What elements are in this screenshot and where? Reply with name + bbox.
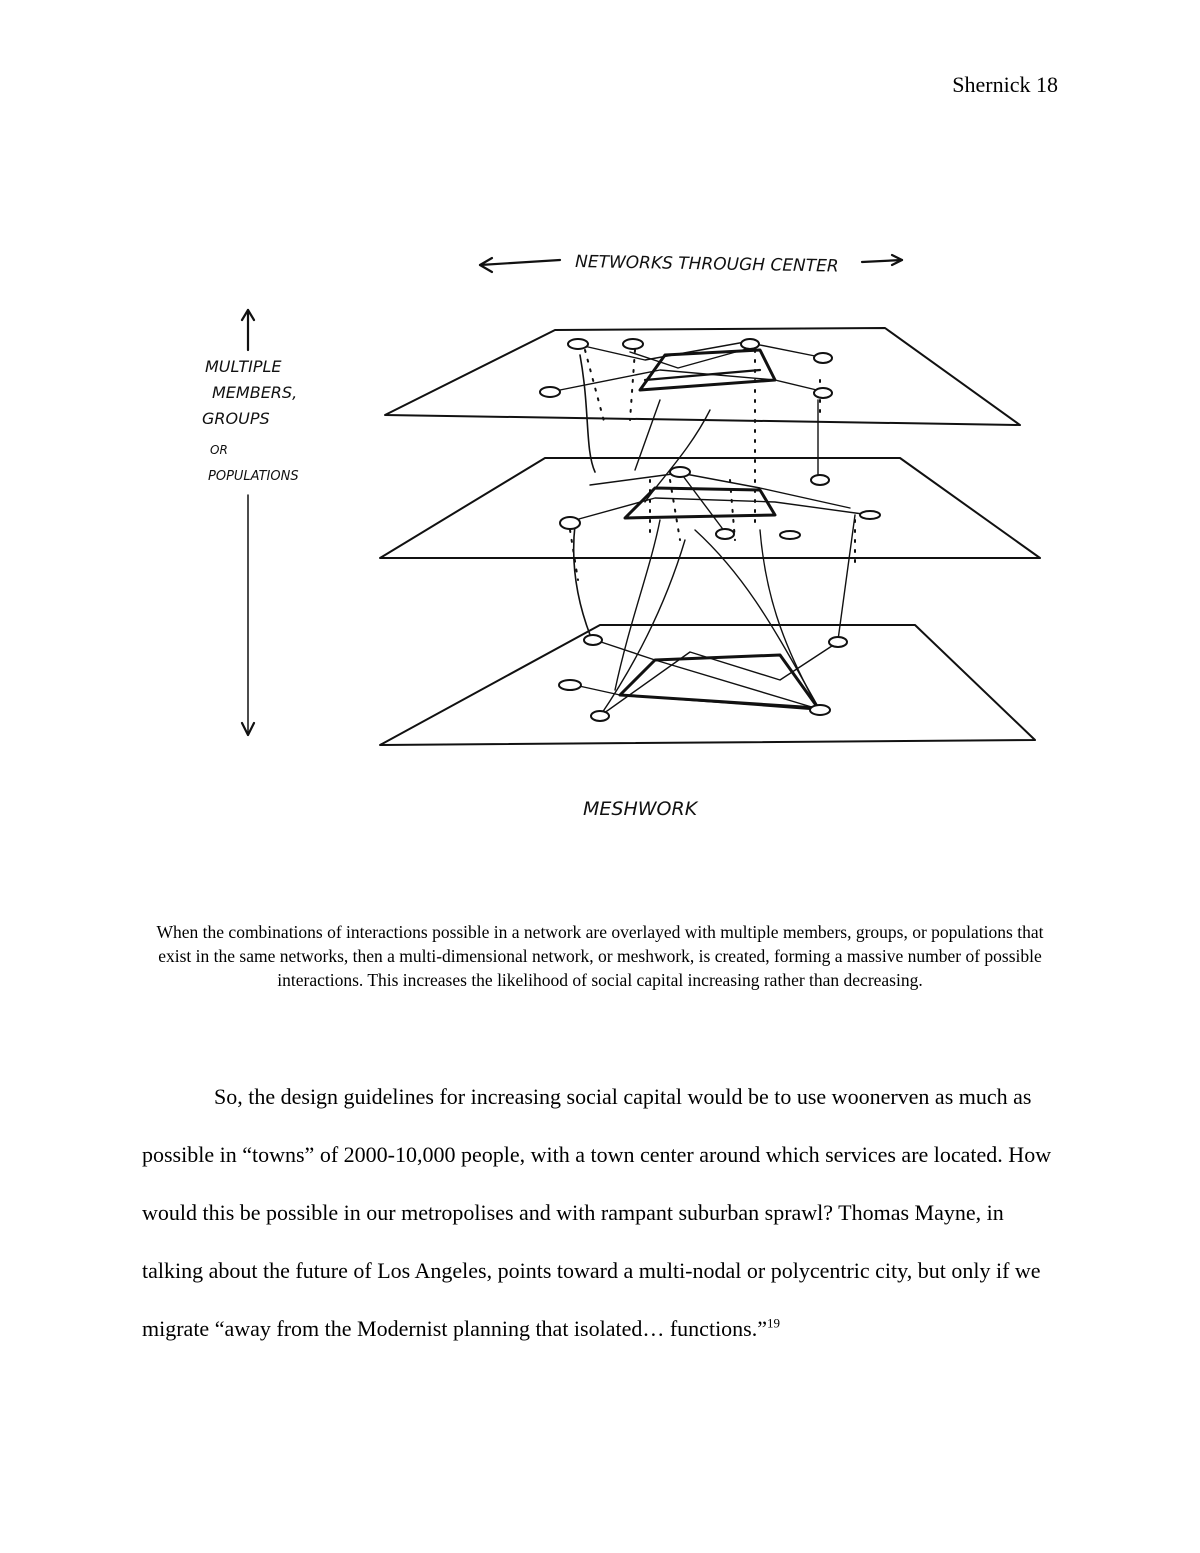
- top-arrow-right: [862, 260, 902, 262]
- plane-top: [385, 328, 1020, 425]
- page-header: Shernick 18: [952, 72, 1058, 97]
- top-arrow-left: [480, 260, 560, 265]
- side-label-line-4: OR: [210, 443, 228, 457]
- body-paragraph-text: So, the design guidelines for increasing social capital would be to use woonerven as much as possible in “towns” of 2000-10,000 people, with a town center around which services are located. How would this be possible in our metropolises and with rampant suburban sprawl? Thomas Mayne, in talking about the future of Los Angeles, points toward a multi-nodal or polycentric city, but only if we migrate “away from the Modernist planning that isolated… functions.”: [142, 1084, 1052, 1341]
- figure-caption: When the combinations of interactions possible in a network are overlayed with multiple members, groups, or populations that exist in the same networks, then a multi-dimensional network, or meshwork, is created, forming a massive number of possible interactions. This increases the likelihood of social capital increasing rather than decreasing.: [156, 922, 1044, 990]
- meshwork-sketch: [190, 240, 1050, 830]
- top-label: NETWORKS THROUGH CENTER: [574, 252, 839, 277]
- side-label-line-5: POPULATIONS: [208, 469, 299, 484]
- side-label: [202, 357, 299, 484]
- body-paragraph: [142, 1068, 1060, 1358]
- side-label-line-1: MULTIPLE: [205, 357, 282, 376]
- bottom-label: MESHWORK: [583, 798, 698, 820]
- body-text: [142, 1068, 1060, 1358]
- plane-bottom: [380, 625, 1035, 745]
- footnote-ref[interactable]: 19: [767, 1315, 781, 1331]
- side-label-line-3: GROUPS: [202, 409, 270, 428]
- side-label-line-2: MEMBERS,: [212, 383, 298, 402]
- plane-middle: [380, 458, 1040, 558]
